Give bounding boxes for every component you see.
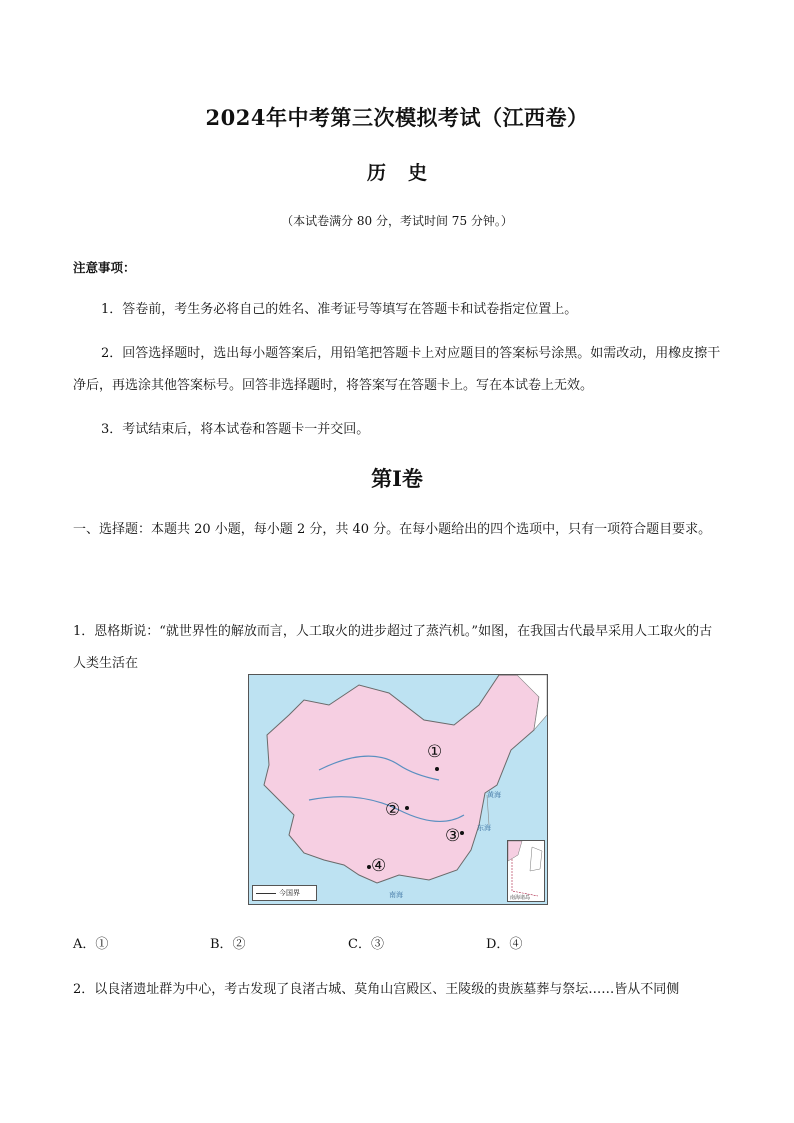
inset-land	[508, 841, 522, 861]
map-legend	[252, 885, 317, 901]
site-dot-1	[435, 767, 439, 771]
sea-label-yellow: 黄海	[487, 791, 501, 799]
site-dot-2	[405, 806, 409, 810]
score-note: （本试卷满分 80 分，考试时间 75 分钟。）	[281, 214, 513, 228]
inset-svg	[508, 841, 544, 901]
legend-label: 今国界	[279, 889, 300, 897]
china-map	[248, 674, 548, 905]
site-dot-4	[367, 865, 371, 869]
note-item-3: 3．考试结束后，将本试卷和答题卡一并交回。	[101, 422, 370, 437]
section-instructions: 一、选择题：本题共 20 小题，每小题 2 分，共 40 分。在每小题给出的四个选项中，只有一项符合题目要求。	[73, 522, 712, 537]
site-dot-3	[460, 831, 464, 835]
option-a: A．①	[73, 937, 109, 952]
inset-label: 南海诸岛	[510, 895, 531, 901]
sea-label-east: 东海	[477, 824, 491, 832]
subject-title: 历史	[366, 162, 449, 184]
note-item-1: 1．答卷前，考生务必将自己的姓名、准考证号等填写在答题卡和试卷指定位置上。	[101, 302, 578, 317]
inset-island	[530, 847, 542, 871]
exam-title: 2024年中考第三次模拟考试（江西卷）	[205, 105, 589, 130]
sea-label-south: 南海	[389, 891, 403, 899]
note-item-2: 2．回答选择题时，选出每小题答案后，用铅笔把答题卡上对应题目的答案标号涂黑。如需改动，用橡皮擦干净后，再选涂其他答案标号。回答非选择题时，将答案写在答题卡上。写在本试卷上无效。	[73, 346, 721, 393]
site-mark-1: ①	[427, 742, 443, 762]
question-2-stem: 2．以良渚遗址群为中心，考古发现了良渚古城、莫角山宫殿区、王陵级的贵族墓葬与祭坛……皆从不同侧	[73, 982, 680, 997]
notes-label: 注意事项：	[73, 260, 136, 275]
option-b: B．②	[210, 937, 246, 952]
border-line-icon	[256, 893, 276, 894]
site-mark-3: ③	[445, 826, 461, 846]
coast-line	[487, 795, 489, 825]
south-sea-inset	[507, 840, 545, 902]
volume-title: 第Ⅰ卷	[371, 466, 423, 491]
map-svg	[249, 675, 547, 904]
option-c: C．③	[348, 937, 384, 952]
option-d: D．④	[486, 937, 523, 952]
site-mark-2: ②	[385, 800, 401, 820]
china-landmass	[264, 675, 539, 883]
site-mark-4: ④	[371, 856, 387, 876]
question-1-stem: 1．恩格斯说：“就世界性的解放而言，人工取火的进步超过了蒸汽机。”如图，在我国古代最早采用人工取火的古人类生活在	[73, 624, 713, 671]
